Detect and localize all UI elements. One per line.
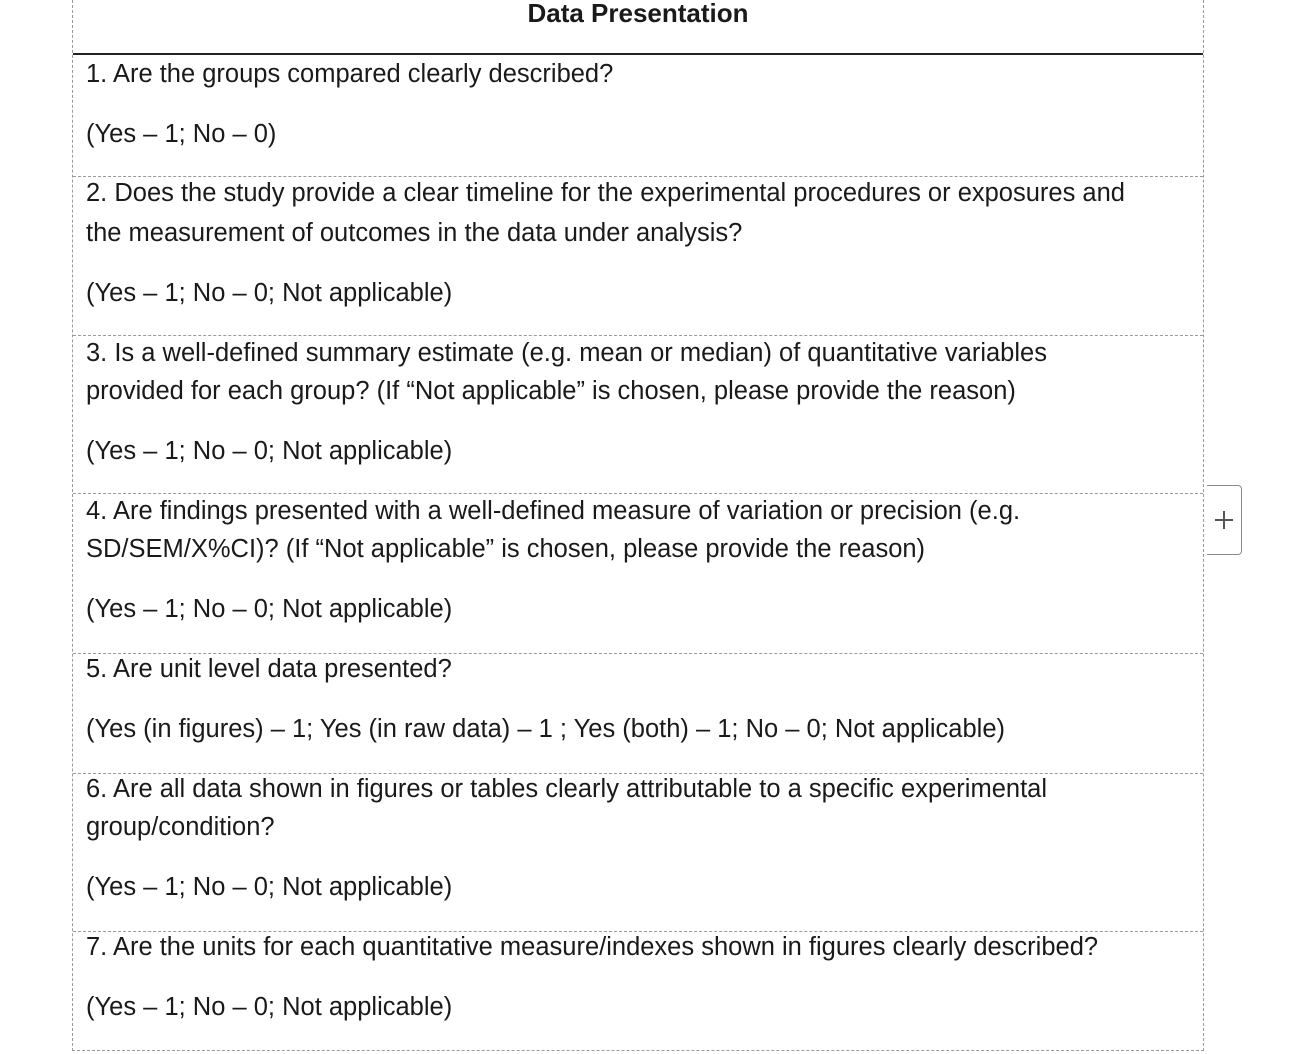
answer-options: (Yes – 1; No – 0; Not applicable) bbox=[86, 437, 453, 465]
question-text: 7. Are the units for each quantitative measure/indexes shown in figures clearly described? bbox=[86, 933, 1099, 961]
question-row-4[interactable] bbox=[73, 494, 1203, 654]
table-title: Data Presentation bbox=[527, 0, 749, 28]
question-text: 4. Are findings presented with a well-defined measure of variation or precision (e.g. bbox=[86, 497, 1021, 525]
question-text: 3. Is a well-defined summary estimate (e.g. mean or median) of quantitative variables bbox=[86, 339, 1047, 367]
question-row-1[interactable] bbox=[73, 55, 1203, 177]
question-text-continued: group/condition? bbox=[86, 813, 275, 841]
answer-options: (Yes – 1; No – 0) bbox=[86, 120, 277, 148]
answer-options: (Yes – 1; No – 0; Not applicable) bbox=[86, 993, 453, 1021]
question-text-continued: SD/SEM/X%CI)? (If “Not applicable” is chosen, please provide the reason) bbox=[86, 535, 926, 563]
question-text-continued: provided for each group? (If “Not applicable” is chosen, please provide the reason) bbox=[86, 377, 1016, 405]
answer-options: (Yes – 1; No – 0; Not applicable) bbox=[86, 873, 453, 901]
question-text: 2. Does the study provide a clear timeline for the experimental procedures or exposures and bbox=[86, 179, 1125, 207]
question-text-continued: the measurement of outcomes in the data under analysis? bbox=[86, 219, 743, 247]
answer-options: (Yes – 1; No – 0; Not applicable) bbox=[86, 279, 453, 307]
question-row-7[interactable] bbox=[73, 932, 1203, 1050]
question-row-2[interactable] bbox=[73, 177, 1203, 336]
question-row-3[interactable] bbox=[73, 336, 1203, 494]
question-text: 5. Are unit level data presented? bbox=[86, 655, 452, 683]
data-presentation-table bbox=[72, 0, 1204, 1051]
question-row-5[interactable] bbox=[73, 654, 1203, 774]
answer-options: (Yes – 1; No – 0; Not applicable) bbox=[86, 595, 453, 623]
question-text: 1. Are the groups compared clearly described? bbox=[86, 60, 614, 88]
question-text: 6. Are all data shown in figures or tables clearly attributable to a specific experimental bbox=[86, 775, 1048, 803]
add-row-button[interactable] bbox=[1207, 485, 1242, 555]
question-row-6[interactable] bbox=[73, 774, 1203, 932]
table-header-cell[interactable] bbox=[73, 0, 1203, 55]
answer-options: (Yes (in figures) – 1; Yes (in raw data) – 1 ; Yes (both) – 1; No – 0; Not applicable) bbox=[86, 715, 1005, 743]
plus-icon bbox=[1214, 510, 1234, 530]
